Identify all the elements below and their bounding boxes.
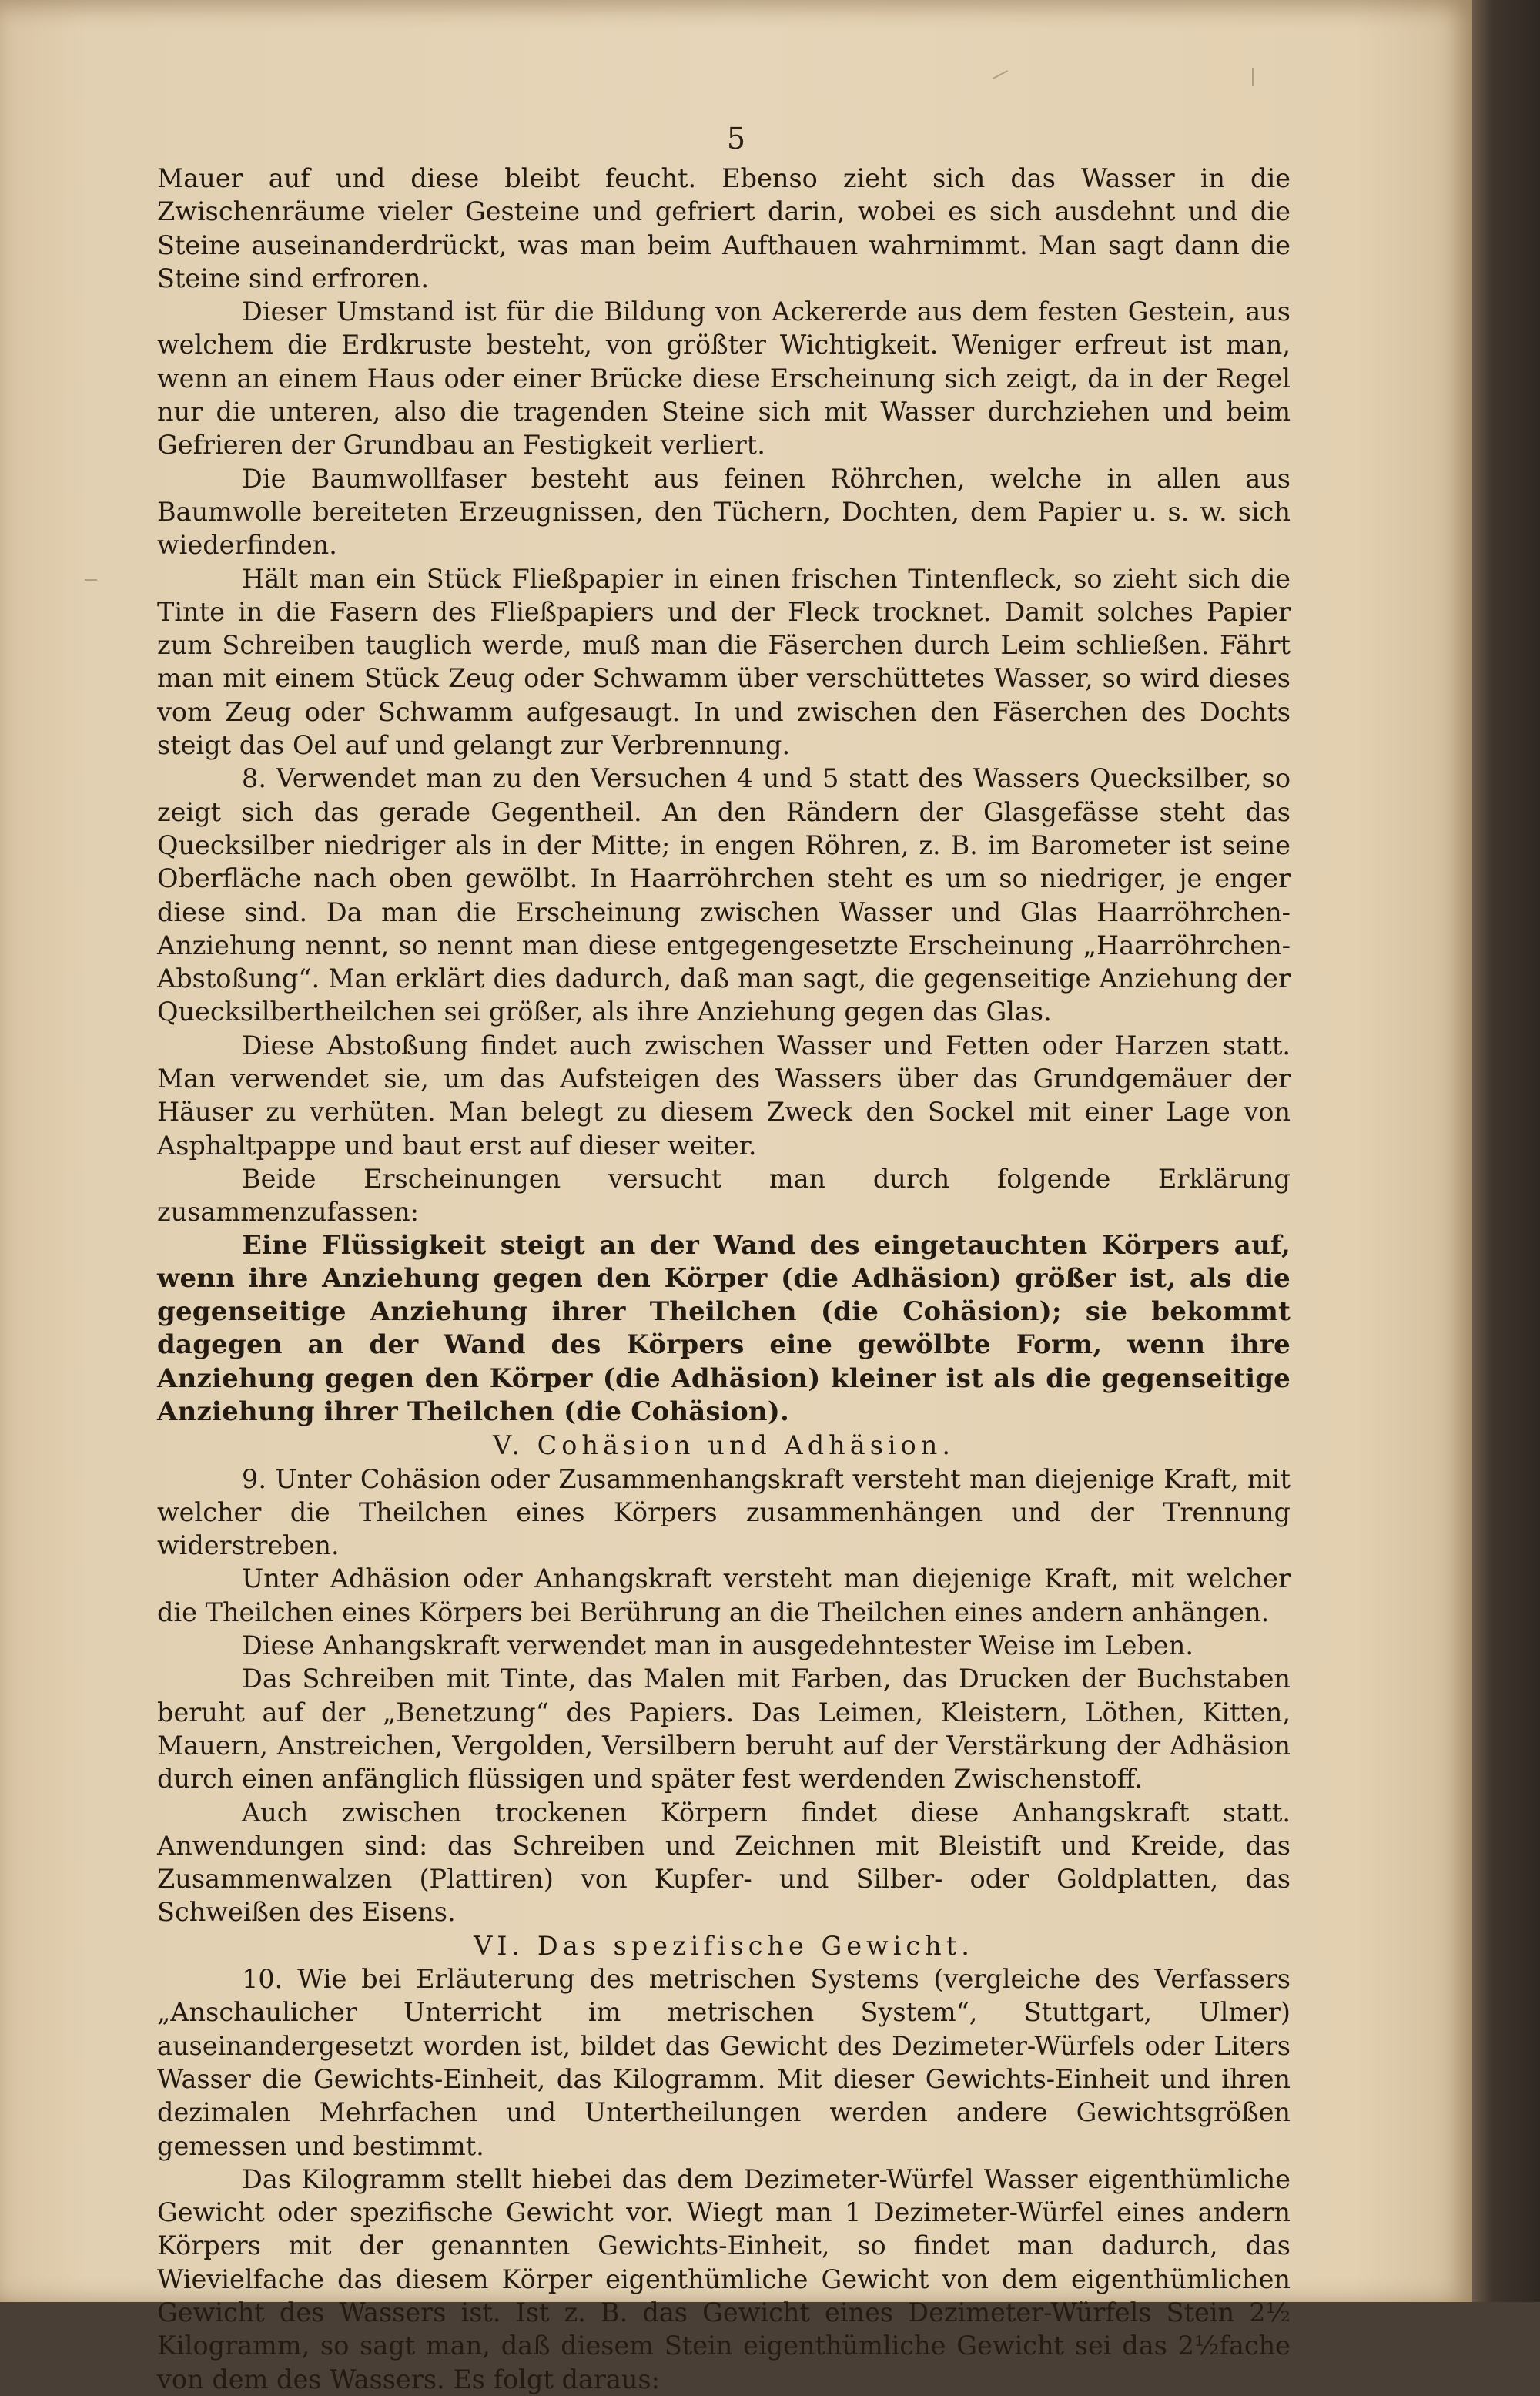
paragraph: Dieser Umstand ist für die Bildung von Ackererde aus dem festen Gestein, aus welchem die Erdkruste besteht, von größter Wichtigkeit. Weniger erfreut ist man, wenn an einem Haus oder einer Brücke diese Erscheinung sich zeigt, da in der Regel nur die unteren, also die tragenden Steine sich mit Wasser durchziehen und beim Gefrieren der Grundbau an Festigkeit verliert. (157, 297, 1291, 461)
paragraph: Auch zwischen trockenen Körpern findet diese Anhangskraft statt. Anwendungen sind: das Schreiben und Zeichnen mit Bleistift und Kreide, das Zusammenwalzen (Plattiren) von Kupfer- und Silber- oder Goldplatten, das Schweißen des Eisens. (157, 1797, 1291, 1928)
paragraph: Mauer auf und diese bleibt feucht. Ebenso zieht sich das Wasser in die Zwischenräume vieler Gesteine und gefriert darin, wobei es sich ausdehnt und die Steine auseinanderdrückt, was man beim Aufthauen wahrnimmt. Man sagt dann die Steine sind erfroren. (157, 163, 1291, 293)
paragraph-section-8: 8. Verwendet man zu den Versuchen 4 und 5 statt des Wassers Quecksilber, so zeigt sich das gerade Gegentheil. An den Rändern der Glasgefässe steht das Quecksilber niedriger als in der Mitte; in engen Röhren, z. B. im Barometer ist seine Oberfläche nach oben gewölbt. In Haarröhrchen steht es um so niedriger, je enger diese sind. Da man die Erscheinung zwischen Wasser und Glas Haarröhrchen-Anziehung nennt, so nennt man diese entgegengesetzte Erscheinung „Haarröhrchen-Abstoßung“. Man erklärt dies dadurch, daß man sagt, die gegenseitige Anziehung der Quecksilbertheilchen sei größer, als ihre Anziehung gegen das Glas. (157, 763, 1291, 1027)
paragraph: Das Kilogramm stellt hiebei das dem Dezimeter-Würfel Wasser eigenthümliche Gewicht oder spezifische Gewicht vor. Wiegt man 1 Dezimeter-Würfel eines andern Körpers mit der genannten Gewichts-Einheit, so findet man dadurch, das Wievielfache das diesem Körper eigenthümliche Gewicht von dem eigenthümlichen Gewicht des Wassers ist. Ist z. B. das Gewicht eines Dezimeter-Würfels Stein 2½ Kilogramm, so sagt man, daß diesem Stein eigenthümliche Gewicht sei das 2½fache von dem des Wassers. Es folgt daraus: (157, 2163, 1291, 2394)
page-text (157, 162, 1291, 2396)
section-heading-v: V. Cohäsion und Adhäsion. (492, 1430, 955, 1461)
paragraph: Beide Erscheinungen versucht man durch folgende Erklärung zusammenzufassen: (157, 1163, 1291, 1228)
paragraph: Diese Abstoßung findet auch zwischen Wasser und Fetten oder Harzen statt. Man verwendet sie, um das Aufsteigen des Wassers über das Grundgemäuer der Häuser zu verhüten. Man belegt zu diesem Zweck den Sockel mit einer Lage von Asphaltpappe und baut erst auf dieser weiter. (157, 1030, 1291, 1161)
bold-rule: Eine Flüssigkeit steigt an der Wand des eingetauchten Körpers auf, wenn ihre Anziehung gegen den Körper (die Adhäsion) größer ist, als die gegenseitige Anziehung ihrer Theilchen (die Cohäsion); sie bekommt dagegen an der Wand des Körpers eine gewölbte Form, wenn ihre Anziehung gegen den Körper (die Adhäsion) kleiner ist als die gegenseitige Anziehung ihrer Theilchen (die Cohäsion). (157, 1229, 1291, 1427)
paragraph: Die Baumwollfaser besteht aus feinen Röhrchen, welche in allen aus Baumwolle bereiteten Erzeugnissen, den Tüchern, Dochten, dem Papier u. s. w. sich wiederfinden. (157, 463, 1291, 561)
pencil-mark (1252, 68, 1254, 86)
paragraph-section-9: 9. Unter Cohäsion oder Zusammenhangskraft versteht man diejenige Kraft, mit welcher die Theilchen eines Körpers zusammenhängen und der Trennung widerstreben. (157, 1463, 1291, 1561)
paragraph: Unter Adhäsion oder Anhangskraft versteht man diejenige Kraft, mit welcher die Theilchen eines Körpers bei Berührung an die Theilchen eines andern anhängen. (157, 1563, 1291, 1627)
paragraph: Das Schreiben mit Tinte, das Malen mit Farben, das Drucken der Buchstaben beruht auf der „Benetzung“ des Papiers. Das Leimen, Kleistern, Löthen, Kitten, Mauern, Anstreichen, Vergolden, Versilbern beruht auf der Verstärkung der Adhäsion durch einen anfänglich flüssigen und später fest werdenden Zwischenstoff. (157, 1664, 1291, 1794)
paragraph: Diese Anhangskraft verwendet man in ausgedehntester Weise im Leben. (242, 1630, 1194, 1661)
paragraph: Hält man ein Stück Fließpapier in einen frischen Tintenfleck, so zieht sich die Tinte in die Fasern des Fließpapiers und der Fleck trocknet. Damit solches Papier zum Schreiben tauglich werde, muß man die Fäserchen durch Leim schließen. Fährt man mit einem Stück Zeug oder Schwamm über verschüttetes Wasser, so wird dieses vom Zeug oder Schwamm aufgesaugt. In und zwischen den Fäserchen des Dochts steigt das Oel auf und gelangt zur Verbrennung. (157, 563, 1291, 761)
pencil-mark (85, 579, 97, 581)
section-heading-vi: VI. Das spezifische Gewicht. (474, 1930, 974, 1961)
book-cover-edge (1472, 0, 1540, 2302)
pencil-mark (993, 70, 1008, 79)
paragraph-section-10: 10. Wie bei Erläuterung des metrischen Systems (vergleiche des Verfassers „Anschaulicher Unterricht im metrischen System“, Stuttgart, Ulmer) auseinandergesetzt worden ist, bildet das Gewicht des Dezimeter-Würfels oder Liters Wasser die Gewichts-Einheit, das Kilogramm. Mit dieser Gewichts-Einheit und ihren dezimalen Mehrfachen und Untertheilungen werden andere Gewichtsgrößen gemessen und bestimmt. (157, 1964, 1291, 2161)
page-number: 5 (726, 122, 746, 156)
